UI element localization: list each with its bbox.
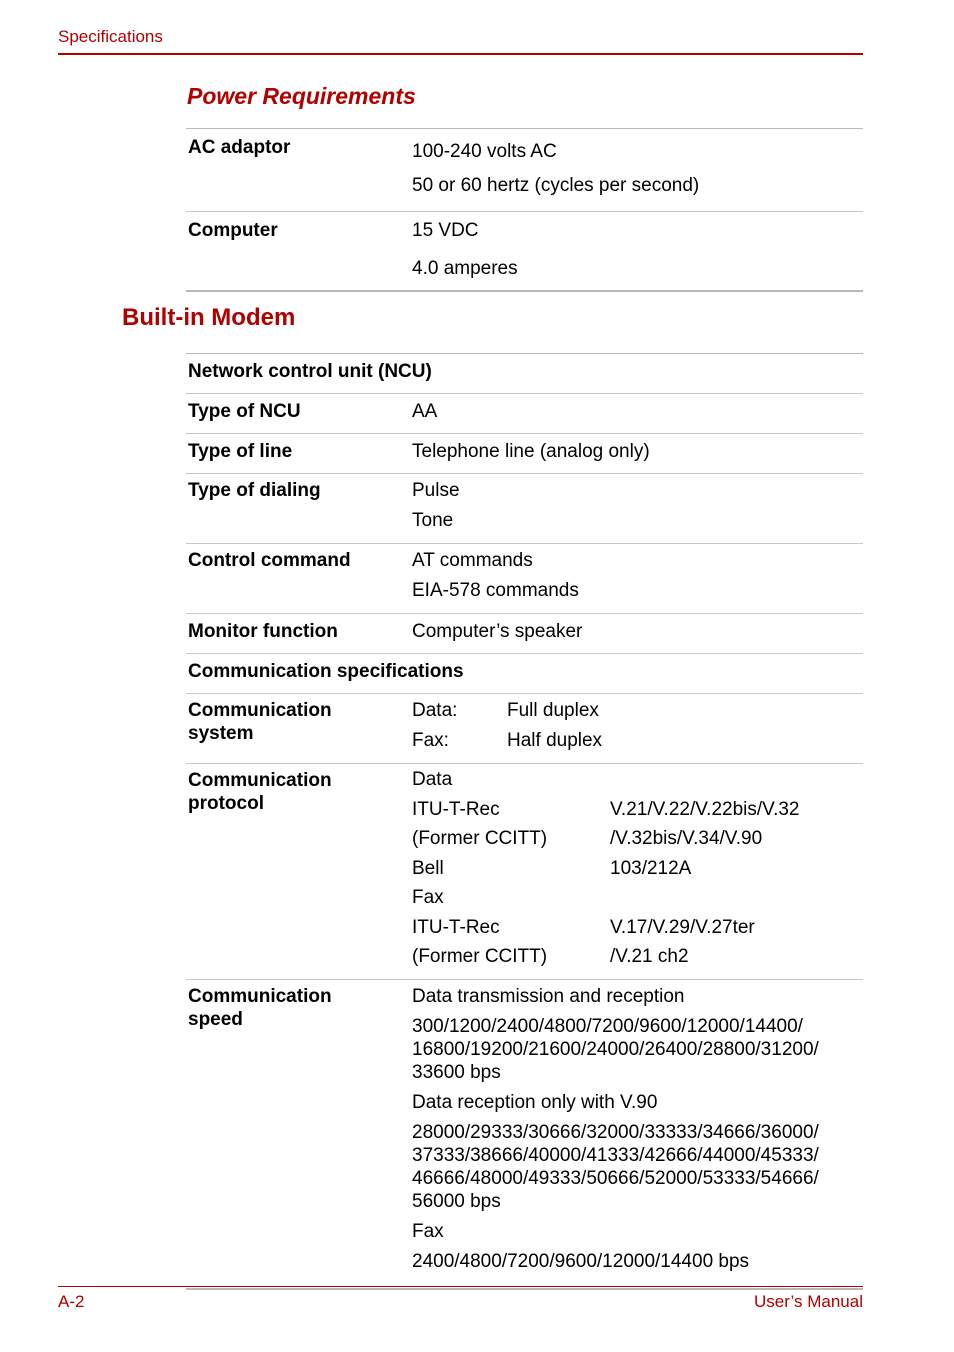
row-value: Computer’s speaker [412, 621, 583, 642]
table-row [186, 474, 863, 544]
header-rule [58, 53, 863, 55]
table-row [186, 979, 863, 1289]
row-label: Communication speed [188, 985, 332, 1030]
row-value: AA [412, 401, 438, 422]
built-in-modem-heading: Built-in Modem [122, 304, 296, 331]
row-value: AT commands EIA-578 commands [412, 550, 579, 601]
row-label: Control command [188, 550, 351, 571]
table-row [186, 212, 863, 292]
table-row [186, 129, 863, 212]
speed-list: 300/1200/2400/4800/7200/9600/12000/14400/ 16800/19200/21600/24000/26400/28800/31200/ 33600 bps [412, 1015, 819, 1083]
modem-table [186, 353, 863, 1290]
table-row [186, 544, 863, 614]
protocol-row: (Former CCITT) /V.21 ch2 [412, 946, 689, 967]
row-label: Type of dialing [188, 480, 321, 501]
page-number: A-2 [58, 1292, 85, 1311]
power-requirements-heading: Power Requirements [187, 83, 416, 109]
footer-rule [58, 1286, 863, 1287]
running-header: Specifications [58, 27, 163, 46]
row-label: Communication system [188, 700, 332, 744]
table-row [186, 614, 863, 654]
row-value: Data transmission and reception 300/1200/2400/4800/7200/9600/12000/14400/ 16800/19200/21600/24000/26400/28800/31200/ 33600 bps Data reception only with V.90 28000/29333/30666/32000/33333/34666/36000/ 37333/38666/40000/41333/42666/44000/45333/ 46666/48000/49333/50666/52000/53333/54666/ 56000 bps Fax 2400/4800/7200/9600/12000/14400 bps [412, 979, 863, 1289]
protocol-row: ITU-T-Rec V.21/V.22/V.22bis/V.32 [412, 798, 800, 820]
speed-list: 28000/29333/30666/32000/33333/34666/36000/ 37333/38666/40000/41333/42666/44000/45333/ 46666/48000/49333/50666/52000/53333/54666/ 56000 bps [412, 1121, 819, 1212]
table-row [186, 654, 863, 694]
table-row [186, 764, 863, 980]
power-table [186, 128, 863, 292]
manual-title: User’s Manual [754, 1292, 863, 1311]
row-value: 15 VDC 4.0 amperes [412, 220, 518, 279]
comm-system-row: Fax: Half duplex [412, 730, 603, 751]
table-row [186, 394, 863, 434]
row-value: 100-240 volts AC 50 or 60 hertz (cycles per second) [412, 141, 700, 196]
table-row [186, 694, 863, 764]
row-label: Monitor function [188, 621, 338, 642]
row-label: Type of line [188, 441, 293, 462]
row-value: Data ITU-T-Rec V.21/V.22/V.22bis/V.32 (Former CCITT) /V.32bis/V.34/V.90 Bell 103/212A Fax ITU-T-Rec V.17/V.29/V.27ter (Former CCITT) /V.21 ch2 [412, 764, 863, 980]
row-value: Pulse Tone [412, 480, 460, 531]
row-value: Telephone line (analog only) [412, 441, 650, 462]
row-value [412, 694, 863, 764]
row-label: Type of NCU [188, 401, 301, 422]
table-row [186, 354, 863, 394]
ncu-heading: Network control unit (NCU) [188, 361, 432, 382]
row-label: AC adaptor [188, 137, 291, 158]
comm-system-row: Data: Full duplex [412, 700, 599, 721]
protocol-row: ITU-T-Rec V.17/V.29/V.27ter [412, 916, 755, 938]
row-label: Communication protocol [188, 770, 332, 814]
table-row [186, 434, 863, 474]
protocol-row: Bell 103/212A [412, 857, 692, 879]
row-label: Computer [188, 220, 278, 241]
comm-spec-heading: Communication specifications [188, 661, 464, 682]
protocol-row: (Former CCITT) /V.32bis/V.34/V.90 [412, 828, 763, 849]
